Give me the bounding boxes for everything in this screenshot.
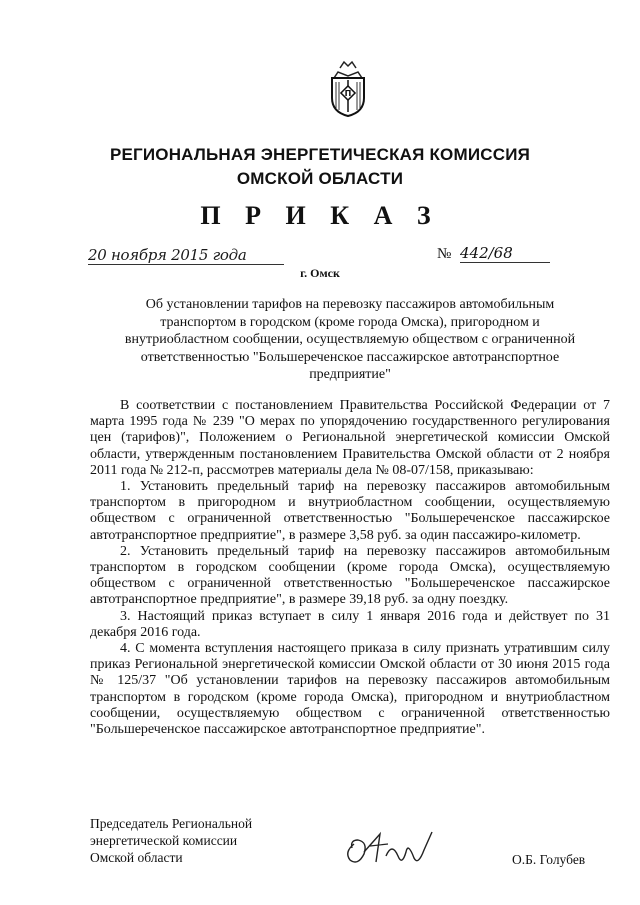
order-item-4: 4. С момента вступления настоящего приказа в силу признать утратившим силу приказ Региональной энергетической комиссии Омской области от 30 июня 2015 года № 125/37 "Об установлении тарифов на перевозку пассажиров автомобильным транспортом в городском (кроме города Омска), пригородном и внутриобластном сообщении, осуществляемую обществом с ограниченной ответственностью "Большереченское пассажирское автотранспортное предприятие". <box>90 641 610 738</box>
coat-of-arms-icon <box>326 58 370 118</box>
signer-title-line2: энергетической комиссии <box>90 833 238 848</box>
order-item-2: 2. Установить предельный тариф на перевозку пассажиров автомобильным транспортом в городском сообщении (кроме города Омска), осуществляемую обществом с ограниченной ответственностью "Большереченское пассажирское автотранспортное предприятие", в размере 39,18 руб. за одну поездку. <box>90 543 610 608</box>
signer-title-line3: Омской области <box>90 850 183 865</box>
order-preamble: В соответствии с постановлением Правительства Российской Федерации от 7 марта 1995 года № 239 "О мерах по упорядочению государственного регулирования цен (тарифов)", Положением о Региональной энергетической комиссии Омской области, утвержденным постановлением Правительства Омской области от 2 ноября 2011 года № 212-п, рассмотрев материалы дела № 08-07/158, приказываю: <box>90 398 610 478</box>
order-body <box>90 398 610 738</box>
order-number-prefix: № <box>437 246 452 262</box>
order-number-handwritten: 442/68 <box>460 244 550 263</box>
signer-title <box>90 815 252 866</box>
order-subject: Об установлении тарифов на перевозку пассажиров автомобильным транспортом в городском (кроме города Омска), пригородном и внутриобластном сообщении, осуществляемую обществом с ограниченной ответственностью "Большереченское пассажирское автотранспортное предприятие" <box>124 297 576 382</box>
org-name-line2: ОМСКОЙ ОБЛАСТИ <box>236 169 404 188</box>
order-date-handwritten: 20 ноября 2015 года <box>88 246 284 265</box>
order-item-3: 3. Настоящий приказ вступает в силу 1 января 2016 года и действует по 31 декабря 2016 года. <box>90 608 610 640</box>
order-item-1: 1. Установить предельный тариф на перевозку пассажиров автомобильным транспортом в пригородном и внутриобластном сообщении, осуществляемую обществом с ограниченной ответственностью "Большереченское пассажирское автотранспортное предприятие", в размере 3,58 руб. за один пассажиро-километр. <box>90 479 610 543</box>
svg-text:П: П <box>344 89 352 98</box>
document-type-title: П Р И К А З <box>200 201 440 230</box>
order-city: г. Омск <box>300 266 340 280</box>
org-name-line1: РЕГИОНАЛЬНАЯ ЭНЕРГЕТИЧЕСКАЯ КОМИССИЯ <box>109 145 531 164</box>
signer-name: О.Б. Голубев <box>512 852 586 867</box>
signer-title-line1: Председатель Региональной <box>90 816 253 831</box>
handwritten-signature <box>340 822 440 870</box>
